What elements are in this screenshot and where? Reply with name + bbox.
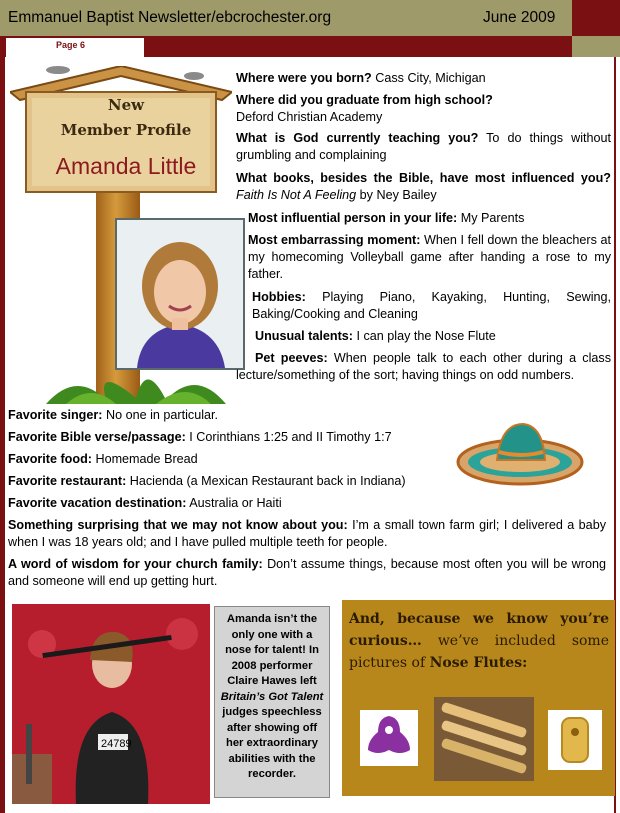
question-label: Most influential person in your life: — [248, 211, 458, 225]
page-number: Page 6 — [56, 40, 86, 50]
answer-text: by Ney Bailey — [356, 187, 437, 202]
question-label: Unusual talents: — [255, 329, 353, 343]
answer-text: Playing Piano, Kayaking, Hunting, Sewing, Baking/Cooking and Cleaning — [252, 290, 611, 321]
sign-line-new: New — [107, 96, 145, 114]
qa-item-high-school — [236, 92, 614, 126]
answer-text: Hacienda (a Mexican Restaurant back in Indiana) — [126, 474, 406, 488]
qa-item-books — [236, 170, 611, 204]
caption-text-2: judges speechless after showing off her extraordinary abilities with the recorder. — [222, 706, 322, 780]
answer-text: I can play the Nose Flute — [352, 329, 496, 343]
qa-item-pet-peeves — [236, 350, 611, 384]
qa-item-bible-verse — [8, 429, 448, 446]
performer-photo — [12, 604, 210, 804]
question-label: Where were you born? — [236, 71, 372, 85]
sombrero-image — [455, 418, 585, 488]
curious-plain: we’ve included some pictures of — [349, 633, 609, 671]
subheader-accent-block — [572, 36, 620, 57]
newsletter-title: Emmanuel Baptist Newsletter/ebcrochester.org — [8, 9, 332, 26]
qa-item-surprising — [8, 517, 606, 551]
left-border — [0, 57, 5, 813]
curious-bold: And, because we know you’re curious… — [349, 611, 609, 649]
member-name: Amanda Little — [55, 153, 197, 179]
curious-text — [349, 608, 609, 674]
member-photo — [115, 218, 245, 370]
question-label: Something surprising that we may not know about you: — [8, 518, 348, 532]
answer-text: To do things without grumbling and complaining — [236, 131, 611, 162]
question-label: What is God currently teaching you? — [236, 131, 479, 145]
question-label: What books, besides the Bible, have most influenced you? — [236, 171, 611, 185]
question-label: Favorite food: — [8, 452, 92, 466]
answer-text: Don’t assume things, because most often you will be wrong and someone will end up getting hurt. — [8, 557, 606, 588]
qa-item-god-teaching — [236, 130, 611, 164]
nose-flute-box — [342, 600, 615, 796]
caption-text-1: Amanda isn’t the only one with a nose for talent! In 2008 performer Claire Hawes left — [225, 613, 319, 687]
qa-item-hobbies — [252, 289, 611, 323]
qa-item-food — [8, 451, 448, 468]
question-label: Favorite Bible verse/passage: — [8, 430, 186, 444]
qa-item-born — [236, 70, 614, 87]
qa-item-influential-person — [248, 210, 612, 227]
qa-item-restaurant — [8, 473, 453, 490]
answer-text: When people talk to each other during a class lecture/something of the sort; having things on odd numbers. — [236, 351, 611, 382]
question-label: Most embarrassing moment: — [248, 233, 421, 247]
book-title: Faith Is Not A Feeling — [236, 187, 357, 202]
header-accent-block — [572, 0, 620, 36]
answer-text: Deford Christian Academy — [236, 109, 383, 124]
performer-badge-number: 24789 — [101, 738, 132, 750]
question-label: Where did you graduate from high school? — [236, 93, 493, 107]
qa-item-embarrassing-moment — [248, 232, 611, 282]
answer-text: Australia or Haiti — [186, 496, 282, 510]
sign-line-member-profile: Member Profile — [60, 121, 192, 139]
performer-caption — [214, 606, 330, 798]
answer-text: Homemade Bread — [91, 452, 198, 466]
answer-text: I’m a small town farm girl; I delivered a baby when I was 18 years old; and I have pulled multiple teeth for people. — [8, 518, 606, 549]
question-label: Favorite singer: — [8, 408, 103, 422]
answer-text: Cass City, Michigan — [371, 71, 486, 85]
question-label: Hobbies: — [252, 290, 306, 304]
nose-flute-yellow-image — [548, 710, 602, 770]
caption-show-title: Britain’s Got Talent — [220, 690, 324, 703]
answer-text: When I fell down the bleachers at my homecoming Volleyball game after handing a rose to my father. — [248, 233, 611, 281]
answer-text: No one in particular. — [102, 408, 218, 422]
qa-item-wisdom — [8, 556, 606, 590]
question-label: Pet peeves: — [255, 351, 328, 365]
question-label: Favorite restaurant: — [8, 474, 127, 488]
answer-text: I Corinthians 1:25 and II Timothy 1:7 — [185, 430, 392, 444]
issue-date: June 2009 — [483, 9, 556, 26]
question-label: A word of wisdom for your church family: — [8, 557, 263, 571]
qa-item-singer — [8, 407, 448, 424]
nose-flute-wooden-image — [434, 697, 534, 781]
answer-text: My Parents — [457, 211, 525, 225]
qa-item-vacation — [8, 495, 448, 512]
nose-flute-purple-image — [360, 710, 418, 766]
nose-flutes-label: Nose Flutes: — [429, 655, 528, 671]
question-label: Favorite vacation destination: — [8, 496, 187, 510]
qa-item-talents — [255, 328, 611, 345]
